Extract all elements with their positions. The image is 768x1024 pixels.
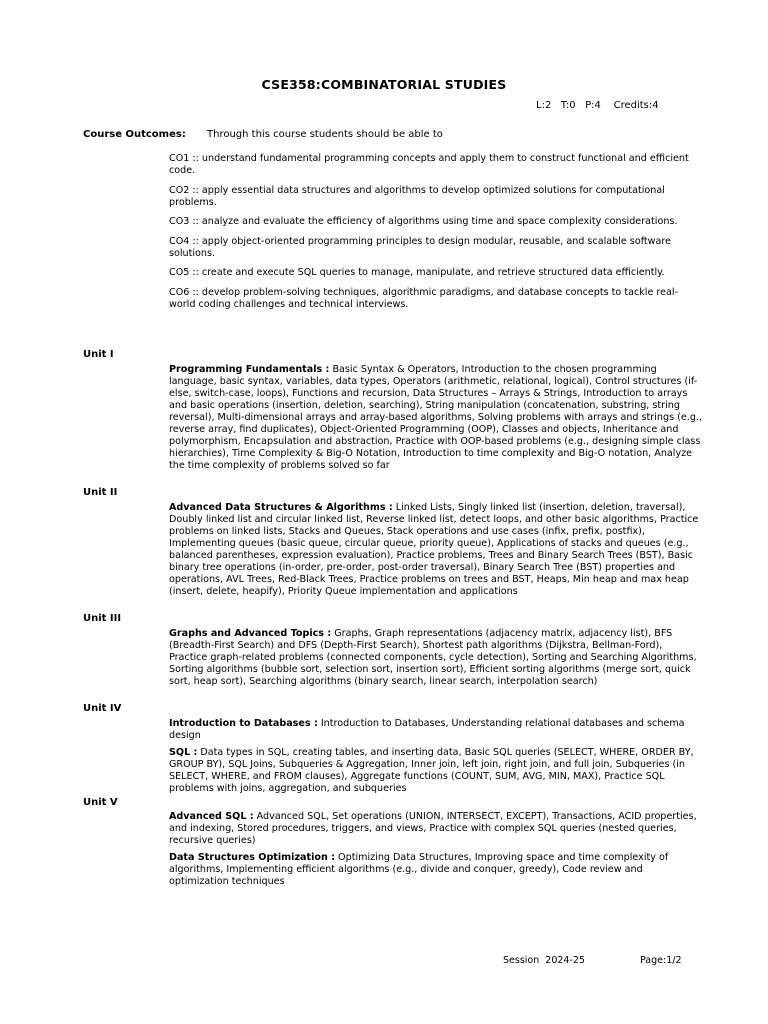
course-outcome-5: CO5 :: create and execute SQL queries to manage, manipulate, and retrieve structured data efficiently. (169, 267, 665, 278)
footer-session: Session 2024-25 (503, 955, 585, 966)
unit-4-content (169, 718, 703, 800)
unit-3-content (169, 628, 703, 693)
unit-5-section-1 (169, 811, 703, 847)
unit-1-section-1 (169, 364, 703, 472)
unit-1-label: Unit I (83, 349, 114, 360)
unit-2-label: Unit II (83, 487, 118, 498)
course-outcomes-intro: Through this course students should be able to (207, 129, 443, 140)
unit-5-section-2 (169, 852, 703, 888)
unit-5-content (169, 811, 703, 893)
unit-4-topic-2: SQL : (169, 747, 198, 758)
unit-5-topic-2: Data Structures Optimization : (169, 852, 335, 863)
course-title: CSE358:COMBINATORIAL STUDIES (261, 77, 507, 92)
unit-1-topic-1: Programming Fundamentals : (169, 364, 330, 375)
unit-5-text-2: Optimizing Data Structures, Improving space and time complexity of algorithms, Implementing efficient algorithms (e.g., divide and conquer, greedy), Code review and optimization techniques (169, 852, 669, 887)
unit-4-topic-1: Introduction to Databases : (169, 718, 318, 729)
unit-5-topic-1: Advanced SQL : (169, 811, 254, 822)
course-outcome-4: CO4 :: apply object-oriented programming principles to design modular, reusable, and scalable software solutions. (169, 235, 672, 259)
unit-4-section-2 (169, 747, 703, 795)
unit-1-text-1: Basic Syntax & Operators, Introduction to the chosen programming language, basic syntax, variables, data types, Operators (arithmetic, relational, logical), Control structures (if-else, switch-case, loops), Functions and recursion, Data Structures – Arrays & Strings, Introduction to arrays and basic operations (insertion, deletion, searching), String manipulation (concatenation, substring, string reversal), Multi-dimensional arrays and array-based algorithms, Solving problems with arrays and strings (e.g., reverse array, find duplicates), Object-Oriented Programming (OOP), Classes and objects, Inheritance and polymorphism, Encapsulation and abstraction, Practice with OOP-based problems (e.g., designing simple class hierarchies), Time Complexity & Big-O Notation, Introduction to time complexity and Big-O notation, Analyze the time complexity of problems solved so far (169, 364, 703, 471)
course-credits: L:2 T:0 P:4 Credits:4 (536, 100, 659, 111)
course-outcome-2: CO2 :: apply essential data structures and algorithms to develop optimized solutions for computational problems. (169, 184, 665, 208)
unit-2-topic-1: Advanced Data Structures & Algorithms : (169, 502, 393, 513)
course-outcome-6: CO6 :: develop problem-solving techniques, algorithmic paradigms, and database concepts to tackle real-world coding challenges and technical interviews. (169, 286, 679, 310)
unit-3-text-1: Graphs, Graph representations (adjacency matrix, adjacency list), BFS (Breadth-First Search) and DFS (Depth-First Search), Shortest path algorithms (Dijkstra, Bellman-Ford), Practice graph-related problems (connected components, cycle detection), Sorting and Searching Algorithms, Sorting algorithms (bubble sort, selection sort, insertion sort), Efficient sorting algorithms (merge sort, quick sort, heap sort), Searching algorithms (binary search, linear search, interpolation search) (169, 628, 697, 687)
footer-page-number: Page:1/2 (640, 955, 682, 966)
unit-4-label: Unit IV (83, 703, 122, 714)
unit-3-section-1 (169, 628, 703, 688)
unit-2-content (169, 502, 703, 603)
unit-1-content (169, 364, 703, 477)
unit-4-section-1 (169, 718, 703, 742)
unit-4-text-2: Data types in SQL, creating tables, and inserting data, Basic SQL queries (SELECT, WHERE, ORDER BY, GROUP BY), SQL Joins, Subqueries & Aggregation, Inner join, left join, right join, and full join, Subqueries (in SELECT, WHERE, and FROM clauses), Aggregate functions (COUNT, SUM, AVG, MIN, MAX), Practice SQL problems with joins, aggregation, and subqueries (169, 747, 694, 794)
course-outcome-1: CO1 :: understand fundamental programming concepts and apply them to construct functional and efficient code. (169, 153, 689, 176)
unit-5-label: Unit V (83, 797, 118, 808)
course-outcome-3: CO3 :: analyze and evaluate the efficiency of algorithms using time and space complexity considerations. (169, 216, 678, 227)
course-outcomes-label: Course Outcomes: (83, 129, 186, 140)
unit-5-text-1: Advanced SQL, Set operations (UNION, INTERSECT, EXCEPT), Transactions, ACID properties, and indexing, Stored procedures, triggers, and views, Practice with complex SQL queries (nested queries, recursive queries) (169, 811, 697, 846)
unit-3-label: Unit III (83, 613, 122, 624)
unit-3-topic-1: Graphs and Advanced Topics : (169, 628, 332, 639)
unit-2-section-1 (169, 502, 703, 598)
unit-4-text-1: Introduction to Databases, Understanding relational databases and schema design (169, 718, 685, 741)
unit-2-text-1: Linked Lists, Singly linked list (insertion, deletion, traversal), Doubly linked list and circular linked list, Reverse linked list, detect loops, and other basic algorithms, Practice problems on linked lists, Stacks and Queues, Stack operations and use cases (infix, prefix, postfix), Implementing queues (basic queue, circular queue, priority queue), Applications of stacks and queues (e.g., balanced parentheses, expression evaluation), Practice problems, Trees and Binary Search Trees (BST), Basic binary tree operations (in-order, pre-order, post-order traversal), Binary Search Tree (BST) properties and operations, AVL Trees, Red-Black Trees, Practice problems on trees and BST, Heaps, Min heap and max heap (insert, delete, heapify), Priority Queue implementation and applications (169, 502, 699, 597)
course-outcomes-list (169, 153, 689, 318)
